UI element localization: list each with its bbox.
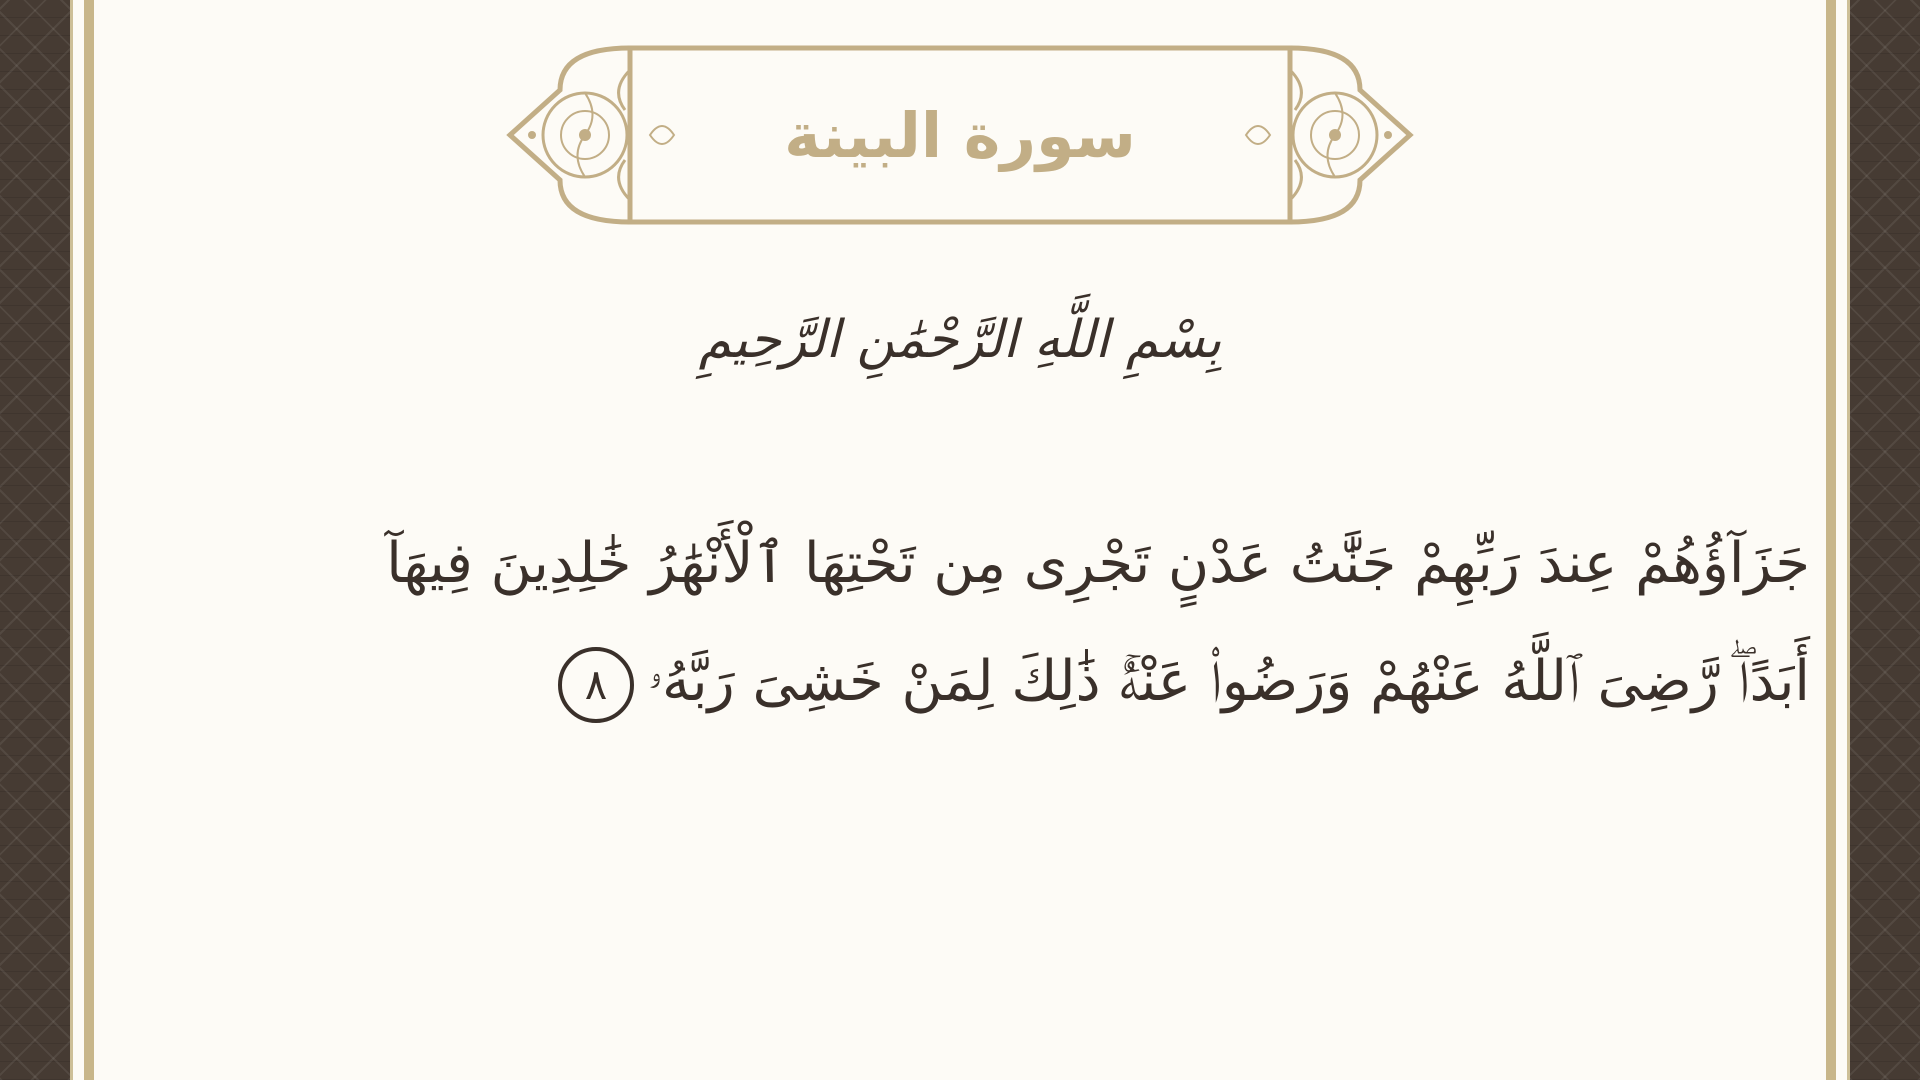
right-decorative-border [1850, 0, 1920, 1080]
left-decorative-border [0, 0, 70, 1080]
left-thin-rule [70, 0, 73, 1080]
surah-title: سورة البينة [784, 98, 1136, 172]
right-thin-rule [1847, 0, 1850, 1080]
ayah-number-marker: ٨ [558, 647, 634, 723]
basmala: بِسْمِ اللَّهِ الرَّحْمَٰنِ الرَّحِيمِ [698, 310, 1222, 370]
right-gold-rule [1826, 0, 1836, 1080]
verse-line-2 [170, 623, 1810, 741]
verse-line-1: جَزَآؤُهُمْ عِندَ رَبِّهِمْ جَنَّٰتُ عَدْنٍ تَجْرِى مِن تَحْتِهَا ٱلْأَنْهَٰرُ خَٰلِدِينَ فِيهَآ [386, 531, 1810, 596]
verse-text [170, 505, 1810, 741]
verse-line-2-text: أَبَدًاۖ رَّضِىَ ٱللَّهُ عَنْهُمْ وَرَضُوا۟ عَنْهُۚ ذَٰلِكَ لِمَنْ خَشِىَ رَبَّهُۥ [647, 649, 1810, 714]
left-gold-rule [84, 0, 94, 1080]
surah-title-frame [500, 40, 1420, 230]
